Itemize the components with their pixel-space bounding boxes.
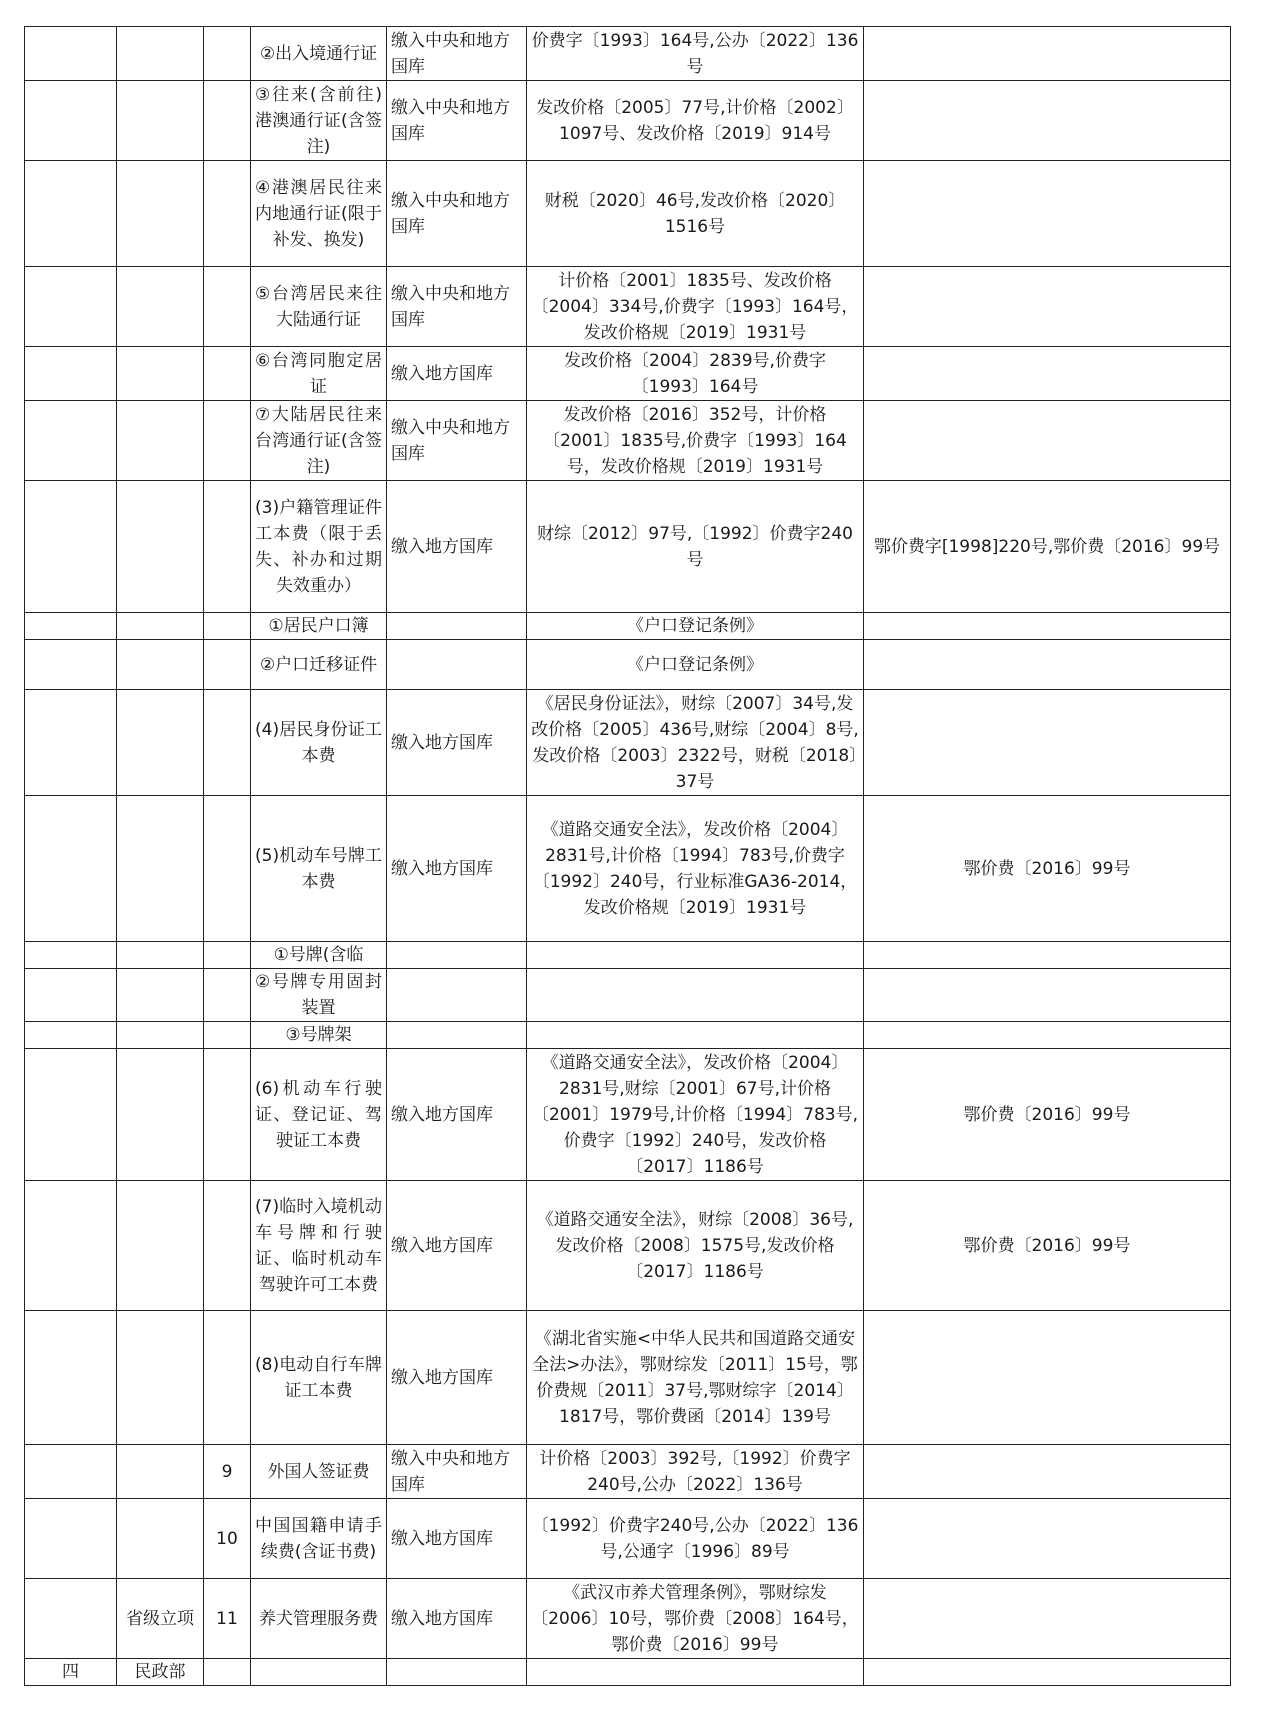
table-row xyxy=(25,969,1231,1022)
item-number-cell xyxy=(204,613,251,640)
policy-basis-cell: 财税〔2020〕46号,发改价格〔2020〕1516号 xyxy=(527,161,864,267)
provincial-basis-cell xyxy=(864,690,1231,796)
item-number-cell xyxy=(204,796,251,942)
seq-cell xyxy=(25,1579,117,1659)
item-number-cell xyxy=(204,1181,251,1311)
provincial-basis-cell xyxy=(864,27,1231,81)
item-name-cell: 外国人签证费 xyxy=(251,1445,387,1499)
item-number-cell xyxy=(204,1659,251,1686)
policy-basis-cell xyxy=(527,1022,864,1049)
table-row xyxy=(25,481,1231,613)
provincial-basis-cell xyxy=(864,1499,1231,1579)
seq-cell xyxy=(25,796,117,942)
dept-cell xyxy=(117,81,204,161)
item-name-cell: 养犬管理服务费 xyxy=(251,1579,387,1659)
table-row xyxy=(25,796,1231,942)
policy-basis-cell: 计价格〔2003〕392号,〔1992〕价费字240号,公办〔2022〕136号 xyxy=(527,1445,864,1499)
table-row xyxy=(25,1659,1231,1686)
fund-destination-cell: 缴入地方国库 xyxy=(387,1181,527,1311)
dept-cell xyxy=(117,690,204,796)
item-number-cell: 9 xyxy=(204,1445,251,1499)
fund-destination-cell: 缴入地方国库 xyxy=(387,1311,527,1445)
item-number-cell xyxy=(204,690,251,796)
policy-basis-cell: 《户口登记条例》 xyxy=(527,613,864,640)
fund-destination-cell: 缴入中央和地方国库 xyxy=(387,81,527,161)
dept-cell xyxy=(117,27,204,81)
item-number-cell: 10 xyxy=(204,1499,251,1579)
policy-basis-cell: 《武汉市养犬管理条例》，鄂财综发〔2006〕10号，鄂价费〔2008〕164号，鄂价费〔2016〕99号 xyxy=(527,1579,864,1659)
provincial-basis-cell: 鄂价费〔2016〕99号 xyxy=(864,796,1231,942)
provincial-basis-cell xyxy=(864,942,1231,969)
table-row xyxy=(25,27,1231,81)
fund-destination-cell: 缴入地方国库 xyxy=(387,1049,527,1181)
item-name-cell: ①号牌(含临 xyxy=(251,942,387,969)
table-row xyxy=(25,690,1231,796)
policy-basis-cell: 财综〔2012〕97号,〔1992〕价费字240号 xyxy=(527,481,864,613)
table-row xyxy=(25,1049,1231,1181)
table-row xyxy=(25,613,1231,640)
seq-cell xyxy=(25,27,117,81)
policy-basis-cell xyxy=(527,969,864,1022)
seq-cell: 四 xyxy=(25,1659,117,1686)
dept-cell xyxy=(117,796,204,942)
policy-basis-cell: 《户口登记条例》 xyxy=(527,640,864,690)
fund-destination-cell: 缴入地方国库 xyxy=(387,347,527,401)
policy-basis-cell: 《居民身份证法》，财综〔2007〕34号,发改价格〔2005〕436号,财综〔2004〕8号,发改价格〔2003〕2322号，财税〔2018〕37号 xyxy=(527,690,864,796)
item-number-cell xyxy=(204,1049,251,1181)
seq-cell xyxy=(25,1499,117,1579)
dept-cell xyxy=(117,1022,204,1049)
dept-cell xyxy=(117,942,204,969)
table-row xyxy=(25,161,1231,267)
provincial-basis-cell xyxy=(864,613,1231,640)
item-name-cell: ②出入境通行证 xyxy=(251,27,387,81)
provincial-basis-cell xyxy=(864,1659,1231,1686)
item-name-cell: ②号牌专用固封装置 xyxy=(251,969,387,1022)
policy-basis-cell: 发改价格〔2004〕2839号,价费字〔1993〕164号 xyxy=(527,347,864,401)
table-row xyxy=(25,1445,1231,1499)
item-name-cell: ⑥台湾同胞定居证 xyxy=(251,347,387,401)
dept-cell: 民政部 xyxy=(117,1659,204,1686)
dept-cell xyxy=(117,1049,204,1181)
policy-basis-cell xyxy=(527,942,864,969)
dept-cell xyxy=(117,347,204,401)
table-row xyxy=(25,401,1231,481)
table-body xyxy=(25,27,1231,1686)
table-row xyxy=(25,267,1231,347)
dept-cell xyxy=(117,1445,204,1499)
policy-basis-cell: 发改价格〔2005〕77号,计价格〔2002〕1097号、发改价格〔2019〕914号 xyxy=(527,81,864,161)
provincial-basis-cell: 鄂价费〔2016〕99号 xyxy=(864,1181,1231,1311)
fund-destination-cell: 缴入中央和地方国库 xyxy=(387,267,527,347)
item-name-cell: (8)电动自行车牌证工本费 xyxy=(251,1311,387,1445)
table-row xyxy=(25,1311,1231,1445)
provincial-basis-cell xyxy=(864,1311,1231,1445)
fee-table xyxy=(24,26,1231,1686)
provincial-basis-cell xyxy=(864,161,1231,267)
item-number-cell xyxy=(204,969,251,1022)
provincial-basis-cell xyxy=(864,1445,1231,1499)
item-number-cell xyxy=(204,81,251,161)
seq-cell xyxy=(25,1049,117,1181)
policy-basis-cell xyxy=(527,1659,864,1686)
fund-destination-cell: 缴入中央和地方国库 xyxy=(387,161,527,267)
fund-destination-cell xyxy=(387,613,527,640)
provincial-basis-cell xyxy=(864,401,1231,481)
seq-cell xyxy=(25,1022,117,1049)
item-name-cell: ③往来(含前往)港澳通行证(含签注) xyxy=(251,81,387,161)
dept-cell xyxy=(117,969,204,1022)
provincial-basis-cell: 鄂价费字[1998]220号,鄂价费〔2016〕99号 xyxy=(864,481,1231,613)
provincial-basis-cell xyxy=(864,640,1231,690)
dept-cell xyxy=(117,640,204,690)
dept-cell xyxy=(117,1181,204,1311)
fund-destination-cell: 缴入地方国库 xyxy=(387,1499,527,1579)
seq-cell xyxy=(25,1181,117,1311)
seq-cell xyxy=(25,161,117,267)
policy-basis-cell: 《道路交通安全法》，发改价格〔2004〕2831号,财综〔2001〕67号,计价格〔2001〕1979号,计价格〔1994〕783号,价费字〔1992〕240号，发改价格〔2017〕1186号 xyxy=(527,1049,864,1181)
dept-cell xyxy=(117,1499,204,1579)
item-number-cell xyxy=(204,1022,251,1049)
item-name-cell: (3)户籍管理证件工本费（限于丢失、补办和过期失效重办） xyxy=(251,481,387,613)
item-number-cell xyxy=(204,640,251,690)
fund-destination-cell: 缴入地方国库 xyxy=(387,1579,527,1659)
dept-cell xyxy=(117,613,204,640)
dept-cell xyxy=(117,1311,204,1445)
table-row xyxy=(25,1499,1231,1579)
item-name-cell: ②户口迁移证件 xyxy=(251,640,387,690)
policy-basis-cell: 《湖北省实施<中华人民共和国道路交通安全法>办法》，鄂财综发〔2011〕15号，鄂价费规〔2011〕37号,鄂财综字〔2014〕1817号，鄂价费函〔2014〕139号 xyxy=(527,1311,864,1445)
policy-basis-cell: 《道路交通安全法》，财综〔2008〕36号,发改价格〔2008〕1575号,发改价格〔2017〕1186号 xyxy=(527,1181,864,1311)
table-row xyxy=(25,1022,1231,1049)
item-name-cell: ⑤台湾居民来往大陆通行证 xyxy=(251,267,387,347)
dept-cell xyxy=(117,401,204,481)
fund-destination-cell: 缴入地方国库 xyxy=(387,796,527,942)
provincial-basis-cell xyxy=(864,1579,1231,1659)
dept-cell: 省级立项 xyxy=(117,1579,204,1659)
table-row xyxy=(25,640,1231,690)
seq-cell xyxy=(25,1445,117,1499)
item-name-cell: (5)机动车号牌工本费 xyxy=(251,796,387,942)
item-name-cell: (6)机动车行驶证、登记证、驾驶证工本费 xyxy=(251,1049,387,1181)
table-row xyxy=(25,1181,1231,1311)
fund-destination-cell: 缴入中央和地方国库 xyxy=(387,27,527,81)
seq-cell xyxy=(25,481,117,613)
seq-cell xyxy=(25,690,117,796)
provincial-basis-cell xyxy=(864,1022,1231,1049)
item-number-cell xyxy=(204,267,251,347)
item-name-cell: (7)临时入境机动车号牌和行驶证、临时机动车驾驶许可工本费 xyxy=(251,1181,387,1311)
policy-basis-cell: 〔1992〕价费字240号,公办〔2022〕136号,公通字〔1996〕89号 xyxy=(527,1499,864,1579)
item-number-cell xyxy=(204,481,251,613)
item-name-cell xyxy=(251,1659,387,1686)
item-name-cell: (4)居民身份证工本费 xyxy=(251,690,387,796)
seq-cell xyxy=(25,81,117,161)
fund-destination-cell: 缴入中央和地方国库 xyxy=(387,1445,527,1499)
fund-destination-cell: 缴入中央和地方国库 xyxy=(387,401,527,481)
seq-cell xyxy=(25,401,117,481)
item-name-cell: ④港澳居民往来内地通行证(限于补发、换发) xyxy=(251,161,387,267)
provincial-basis-cell xyxy=(864,969,1231,1022)
fund-destination-cell xyxy=(387,1659,527,1686)
fund-destination-cell xyxy=(387,942,527,969)
item-name-cell: ⑦大陆居民往来台湾通行证(含签注) xyxy=(251,401,387,481)
item-name-cell: ③号牌架 xyxy=(251,1022,387,1049)
item-number-cell xyxy=(204,161,251,267)
seq-cell xyxy=(25,347,117,401)
item-number-cell: 11 xyxy=(204,1579,251,1659)
seq-cell xyxy=(25,613,117,640)
provincial-basis-cell: 鄂价费〔2016〕99号 xyxy=(864,1049,1231,1181)
fund-destination-cell: 缴入地方国库 xyxy=(387,690,527,796)
fund-destination-cell xyxy=(387,969,527,1022)
table-row xyxy=(25,81,1231,161)
dept-cell xyxy=(117,267,204,347)
policy-basis-cell: 价费字〔1993〕164号,公办〔2022〕136号 xyxy=(527,27,864,81)
fund-destination-cell: 缴入地方国库 xyxy=(387,481,527,613)
item-name-cell: 中国国籍申请手续费(含证书费) xyxy=(251,1499,387,1579)
item-number-cell xyxy=(204,401,251,481)
item-number-cell xyxy=(204,942,251,969)
dept-cell xyxy=(117,481,204,613)
table-row xyxy=(25,1579,1231,1659)
dept-cell xyxy=(117,161,204,267)
seq-cell xyxy=(25,1311,117,1445)
seq-cell xyxy=(25,942,117,969)
item-number-cell xyxy=(204,27,251,81)
provincial-basis-cell xyxy=(864,81,1231,161)
seq-cell xyxy=(25,640,117,690)
policy-basis-cell: 《道路交通安全法》，发改价格〔2004〕2831号,计价格〔1994〕783号,价费字〔1992〕240号，行业标准GA36-2014，发改价格规〔2019〕1931号 xyxy=(527,796,864,942)
seq-cell xyxy=(25,267,117,347)
provincial-basis-cell xyxy=(864,267,1231,347)
fund-destination-cell xyxy=(387,640,527,690)
item-number-cell xyxy=(204,347,251,401)
policy-basis-cell: 计价格〔2001〕1835号、发改价格〔2004〕334号,价费字〔1993〕164号，发改价格规〔2019〕1931号 xyxy=(527,267,864,347)
seq-cell xyxy=(25,969,117,1022)
policy-basis-cell: 发改价格〔2016〕352号，计价格〔2001〕1835号,价费字〔1993〕164号，发改价格规〔2019〕1931号 xyxy=(527,401,864,481)
fund-destination-cell xyxy=(387,1022,527,1049)
table-row xyxy=(25,942,1231,969)
item-number-cell xyxy=(204,1311,251,1445)
provincial-basis-cell xyxy=(864,347,1231,401)
item-name-cell: ①居民户口簿 xyxy=(251,613,387,640)
table-row xyxy=(25,347,1231,401)
